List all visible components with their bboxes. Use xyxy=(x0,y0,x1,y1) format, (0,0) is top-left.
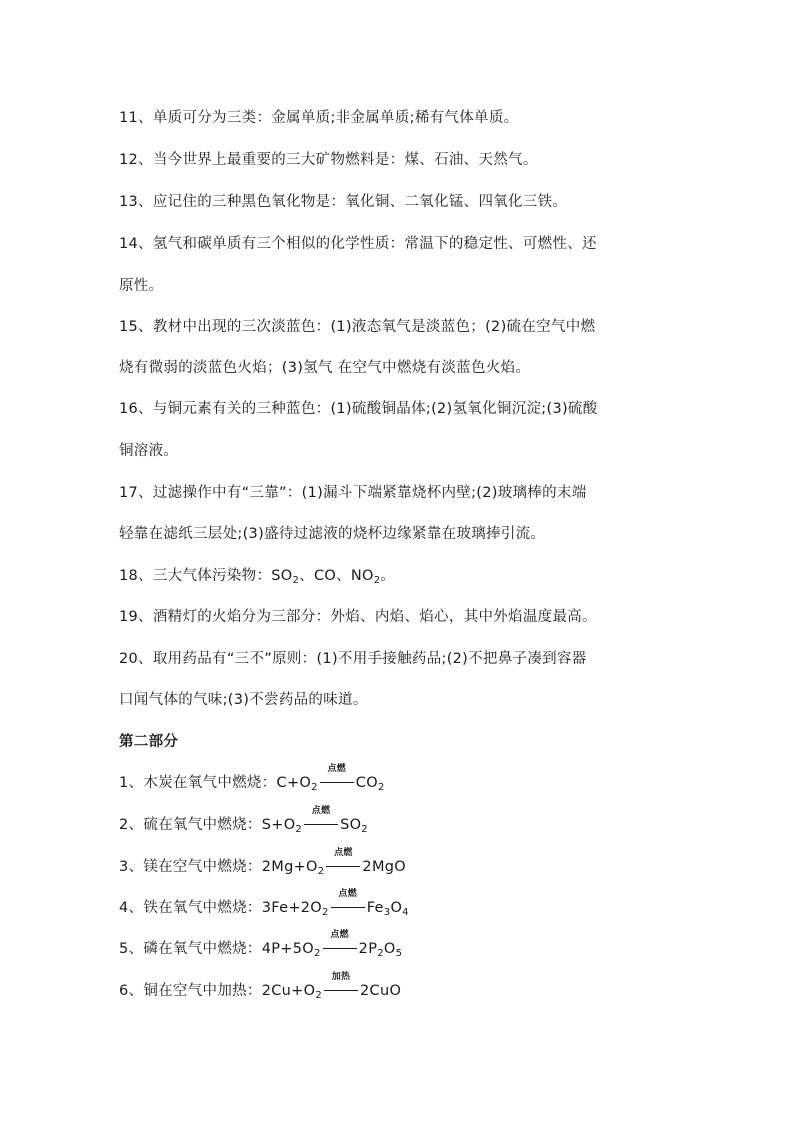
reaction-condition xyxy=(330,889,366,918)
reactant-part-1: 2 xyxy=(295,824,303,835)
product-part-0: 2MgO xyxy=(362,859,406,875)
equation-products xyxy=(359,941,403,957)
item-18-sub-1: 2 xyxy=(292,575,300,586)
item-16-line-1: 16、与铜元素有关的三种蓝色：(1)硫酸铜晶体;(2)氢氧化铜沉淀;(3)硫酸 xyxy=(119,401,598,417)
reaction-arrow-line xyxy=(326,866,360,867)
reaction-condition-label: 点燃 xyxy=(327,764,347,774)
reactant-part-0: 2Mg+O xyxy=(261,859,318,875)
reaction-condition xyxy=(303,806,339,835)
item-14-line-1: 14、氢气和碳单质有三个相似的化学性质：常温下的稳定性、可燃性、还 xyxy=(119,236,597,252)
reaction-condition xyxy=(325,848,361,877)
equation-reactants xyxy=(262,900,329,916)
equation-4 xyxy=(119,889,694,918)
equation-3 xyxy=(119,848,694,877)
equation-products xyxy=(367,900,409,916)
product-part-0: SO xyxy=(340,817,362,833)
item-17-line-1: 17、过滤操作中有“三靠”：(1)漏斗下端紧靠烧杯内壁;(2)玻璃棒的末端 xyxy=(119,485,587,501)
product-part-1: 2 xyxy=(361,824,368,835)
reactant-part-0: 4P+5O xyxy=(261,941,314,957)
reactant-part-1: 2 xyxy=(314,948,321,959)
reaction-arrow-line xyxy=(323,948,357,949)
product-part-0: 2P xyxy=(358,941,378,957)
equation-6 xyxy=(119,972,694,1001)
item-18-sub-2: 2 xyxy=(373,575,381,586)
reactant-part-1: 2 xyxy=(322,907,329,918)
product-part-1: 2 xyxy=(377,782,385,793)
equation-label: 1、木炭在氧气中燃烧： xyxy=(119,775,277,791)
reactant-part-1: 2 xyxy=(315,990,323,1001)
reaction-arrow-line xyxy=(324,990,358,991)
item-20-line-2: 口闻气体的气味;(3)不尝药品的味道。 xyxy=(119,692,368,708)
item-11: 11、单质可分为三类：金属单质;非金属单质;稀有气体单质。 xyxy=(119,110,519,126)
product-part-2: O xyxy=(383,941,396,957)
item-18-mid: 、CO、NO xyxy=(299,568,374,584)
equation-reactants xyxy=(262,983,322,999)
reaction-condition xyxy=(323,972,359,1001)
reactant-part-0: S+O xyxy=(261,817,296,833)
reaction-condition xyxy=(319,764,355,793)
item-13: 13、应记住的三种黑色氧化物是：氧化铜、二氧化锰、四氧化三铁。 xyxy=(119,194,568,210)
reaction-arrow-line xyxy=(320,782,354,783)
equation-reactants xyxy=(262,941,321,957)
section-heading: 第二部分 xyxy=(119,734,179,750)
item-18 xyxy=(119,566,694,586)
reactant-part-0: 2Cu+O xyxy=(261,983,316,999)
reaction-condition xyxy=(322,930,358,959)
reaction-condition-label: 点燃 xyxy=(338,889,357,899)
product-part-1: 3 xyxy=(383,907,391,918)
equation-label: 3、镁在空气中燃烧： xyxy=(119,859,262,875)
reaction-condition-label: 加热 xyxy=(331,972,351,982)
reactant-part-0: C+O xyxy=(276,775,312,791)
equation-5 xyxy=(119,930,694,959)
item-19: 19、酒精灯的火焰分为三部分：外焰、内焰、焰心，其中外焰温度最高。 xyxy=(119,609,597,625)
reactant-part-0: 3Fe+2O xyxy=(261,900,323,916)
product-part-0: 2CuO xyxy=(360,983,402,999)
item-14-line-2: 原性。 xyxy=(119,278,164,294)
product-part-3: 5 xyxy=(395,948,403,959)
item-15-line-1: 15、教材中出现的三次淡蓝色：(1)液态氧气是淡蓝色；(2)硫在空气中燃 xyxy=(119,319,596,335)
reaction-arrow-line xyxy=(331,907,365,908)
equation-products xyxy=(362,859,406,875)
item-12: 12、当今世界上最重要的三大矿物燃料是：煤、石油、天然气。 xyxy=(119,152,538,168)
reaction-condition-label: 点燃 xyxy=(334,848,353,858)
product-part-1: 2 xyxy=(377,948,384,959)
item-20-line-1: 20、取用药品有“三不”原则：(1)不用手接触药品;(2)不把鼻子凑到容器 xyxy=(119,651,587,667)
item-15-line-2: 烧有微弱的淡蓝色火焰；(3)氢气 在空气中燃烧有淡蓝色火焰。 xyxy=(119,360,531,376)
equation-products xyxy=(356,775,385,791)
product-part-0: CO xyxy=(355,775,378,791)
product-part-0: Fe xyxy=(366,900,384,916)
equation-label: 4、铁在氧气中燃烧： xyxy=(119,900,262,916)
equation-products xyxy=(360,983,401,999)
equation-1 xyxy=(119,764,694,793)
equation-reactants xyxy=(277,775,318,791)
reactant-part-1: 2 xyxy=(317,866,325,877)
equation-reactants xyxy=(262,817,302,833)
product-part-3: 4 xyxy=(402,907,409,918)
item-18-suffix: 。 xyxy=(380,568,396,584)
equation-reactants xyxy=(262,859,325,875)
equation-products xyxy=(340,817,368,833)
reactant-part-1: 2 xyxy=(311,782,318,793)
reaction-condition-label: 点燃 xyxy=(311,806,331,816)
product-part-2: O xyxy=(390,900,403,916)
equation-2 xyxy=(119,806,694,835)
item-18-prefix: 18、三大气体污染物：SO xyxy=(119,568,293,584)
equation-label: 2、硫在氧气中燃烧： xyxy=(119,817,262,833)
reaction-condition-label: 点燃 xyxy=(330,930,349,940)
item-17-line-2: 轻靠在滤纸三层处;(3)盛待过滤液的烧杯边缘紧靠在玻璃捧引流。 xyxy=(119,526,546,542)
equation-label: 5、磷在氧气中燃烧： xyxy=(119,941,262,957)
item-16-line-2: 铜溶液。 xyxy=(119,443,179,459)
reaction-arrow-line xyxy=(304,824,338,825)
equation-label: 6、铜在空气中加热： xyxy=(119,983,262,999)
